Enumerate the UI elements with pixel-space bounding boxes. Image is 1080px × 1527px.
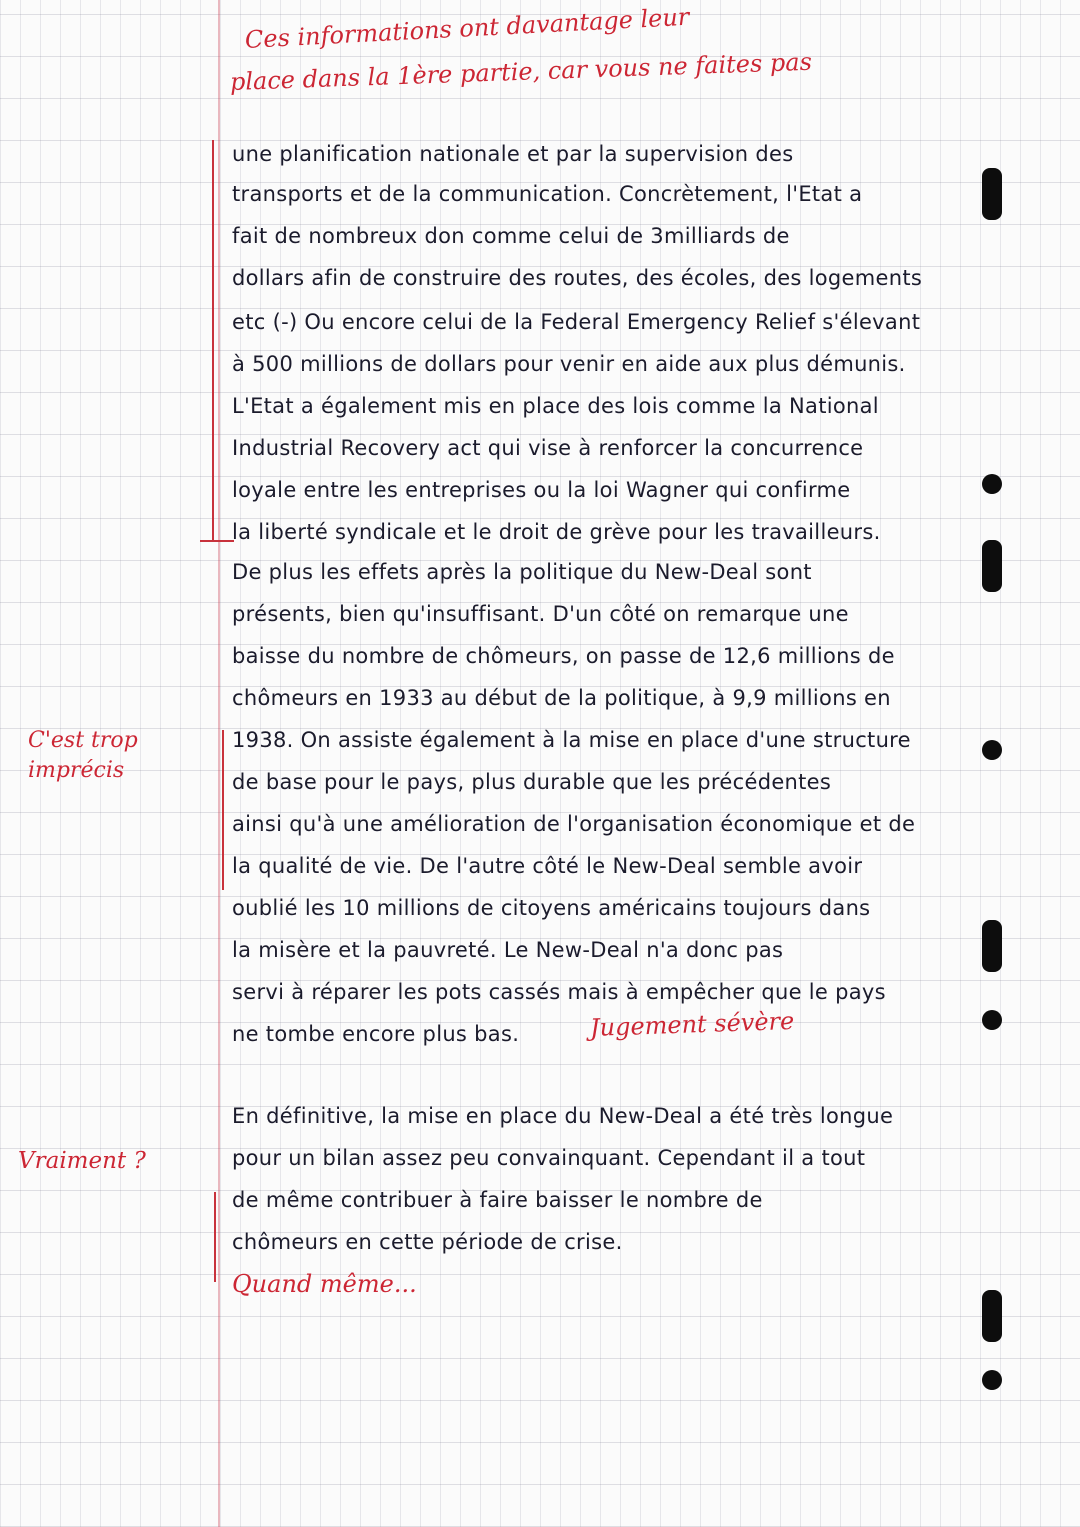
- body-line: Industrial Recovery act qui vise à renforcer la concurrence: [232, 436, 864, 460]
- body-line: loyale entre les entreprises ou la loi Wagner qui confirme: [232, 478, 851, 502]
- body-line: une planification nationale et par la supervision des: [232, 142, 794, 166]
- body-line: De plus les effets après la politique du New-Deal sont: [232, 560, 812, 584]
- body-line: la misère et la pauvreté. Le New-Deal n'a donc pas: [232, 938, 784, 962]
- teacher-comment-margin-2: Vraiment ?: [18, 1148, 146, 1174]
- teacher-comment-top-line1: Ces informations ont davantage leur: [244, 2, 690, 54]
- conclusion-line: de même contribuer à faire baisser le nombre de: [232, 1188, 763, 1212]
- body-line: 1938. On assiste également à la mise en place d'une structure: [232, 728, 911, 752]
- teacher-comment-closing: Quand même...: [232, 1270, 417, 1298]
- binder-hole: [982, 168, 1002, 220]
- binder-hole: [982, 740, 1002, 760]
- body-line: fait de nombreux don comme celui de 3milliards de: [232, 224, 790, 248]
- body-line: la liberté syndicale et le droit de grève pour les travailleurs.: [232, 520, 881, 544]
- body-line: à 500 millions de dollars pour venir en aide aux plus démunis.: [232, 352, 906, 376]
- teacher-comment-margin-1-line2: imprécis: [28, 758, 125, 783]
- conclusion-line: pour un bilan assez peu convainquant. Cependant il a tout: [232, 1146, 866, 1170]
- body-line: baisse du nombre de chômeurs, on passe de 12,6 millions de: [232, 644, 895, 668]
- teacher-bracket: [212, 140, 214, 540]
- notebook-margin-line: [218, 0, 220, 1527]
- binder-hole: [982, 540, 1002, 592]
- body-line: servi à réparer les pots cassés mais à empêcher que le pays: [232, 980, 886, 1004]
- teacher-comment-top-line2: place dans la 1ère partie, car vous ne faites pas: [229, 47, 813, 96]
- conclusion-line: En définitive, la mise en place du New-Deal a été très longue: [232, 1104, 894, 1128]
- binder-hole: [982, 474, 1002, 494]
- body-line: ne tombe encore plus bas.: [232, 1022, 520, 1046]
- body-line: ainsi qu'à une amélioration de l'organisation économique et de: [232, 812, 916, 836]
- binder-hole: [982, 920, 1002, 972]
- teacher-comment-judgement: Jugement sévère: [589, 1006, 795, 1042]
- body-line: transports et de la communication. Concrètement, l'Etat a: [232, 182, 863, 206]
- body-line: de base pour le pays, plus durable que les précédentes: [232, 770, 832, 794]
- body-line: oublié les 10 millions de citoyens américains toujours dans: [232, 896, 871, 920]
- binder-hole: [982, 1370, 1002, 1390]
- binder-hole: [982, 1010, 1002, 1030]
- teacher-bracket: [222, 730, 224, 890]
- body-line: chômeurs en 1933 au début de la politique, à 9,9 millions en: [232, 686, 891, 710]
- body-line: etc (-) Ou encore celui de la Federal Emergency Relief s'élevant: [232, 310, 921, 334]
- body-line: dollars afin de construire des routes, des écoles, des logements: [232, 266, 923, 290]
- body-line: L'Etat a également mis en place des lois comme la National: [232, 394, 879, 418]
- conclusion-line: chômeurs en cette période de crise.: [232, 1230, 623, 1254]
- body-line: présents, bien qu'insuffisant. D'un côté on remarque une: [232, 602, 849, 626]
- body-line: la qualité de vie. De l'autre côté le New-Deal semble avoir: [232, 854, 863, 878]
- teacher-bracket: [214, 1192, 216, 1282]
- teacher-bracket-end: [200, 540, 234, 542]
- teacher-comment-margin-1-line1: C'est trop: [28, 728, 138, 753]
- binder-hole: [982, 1290, 1002, 1342]
